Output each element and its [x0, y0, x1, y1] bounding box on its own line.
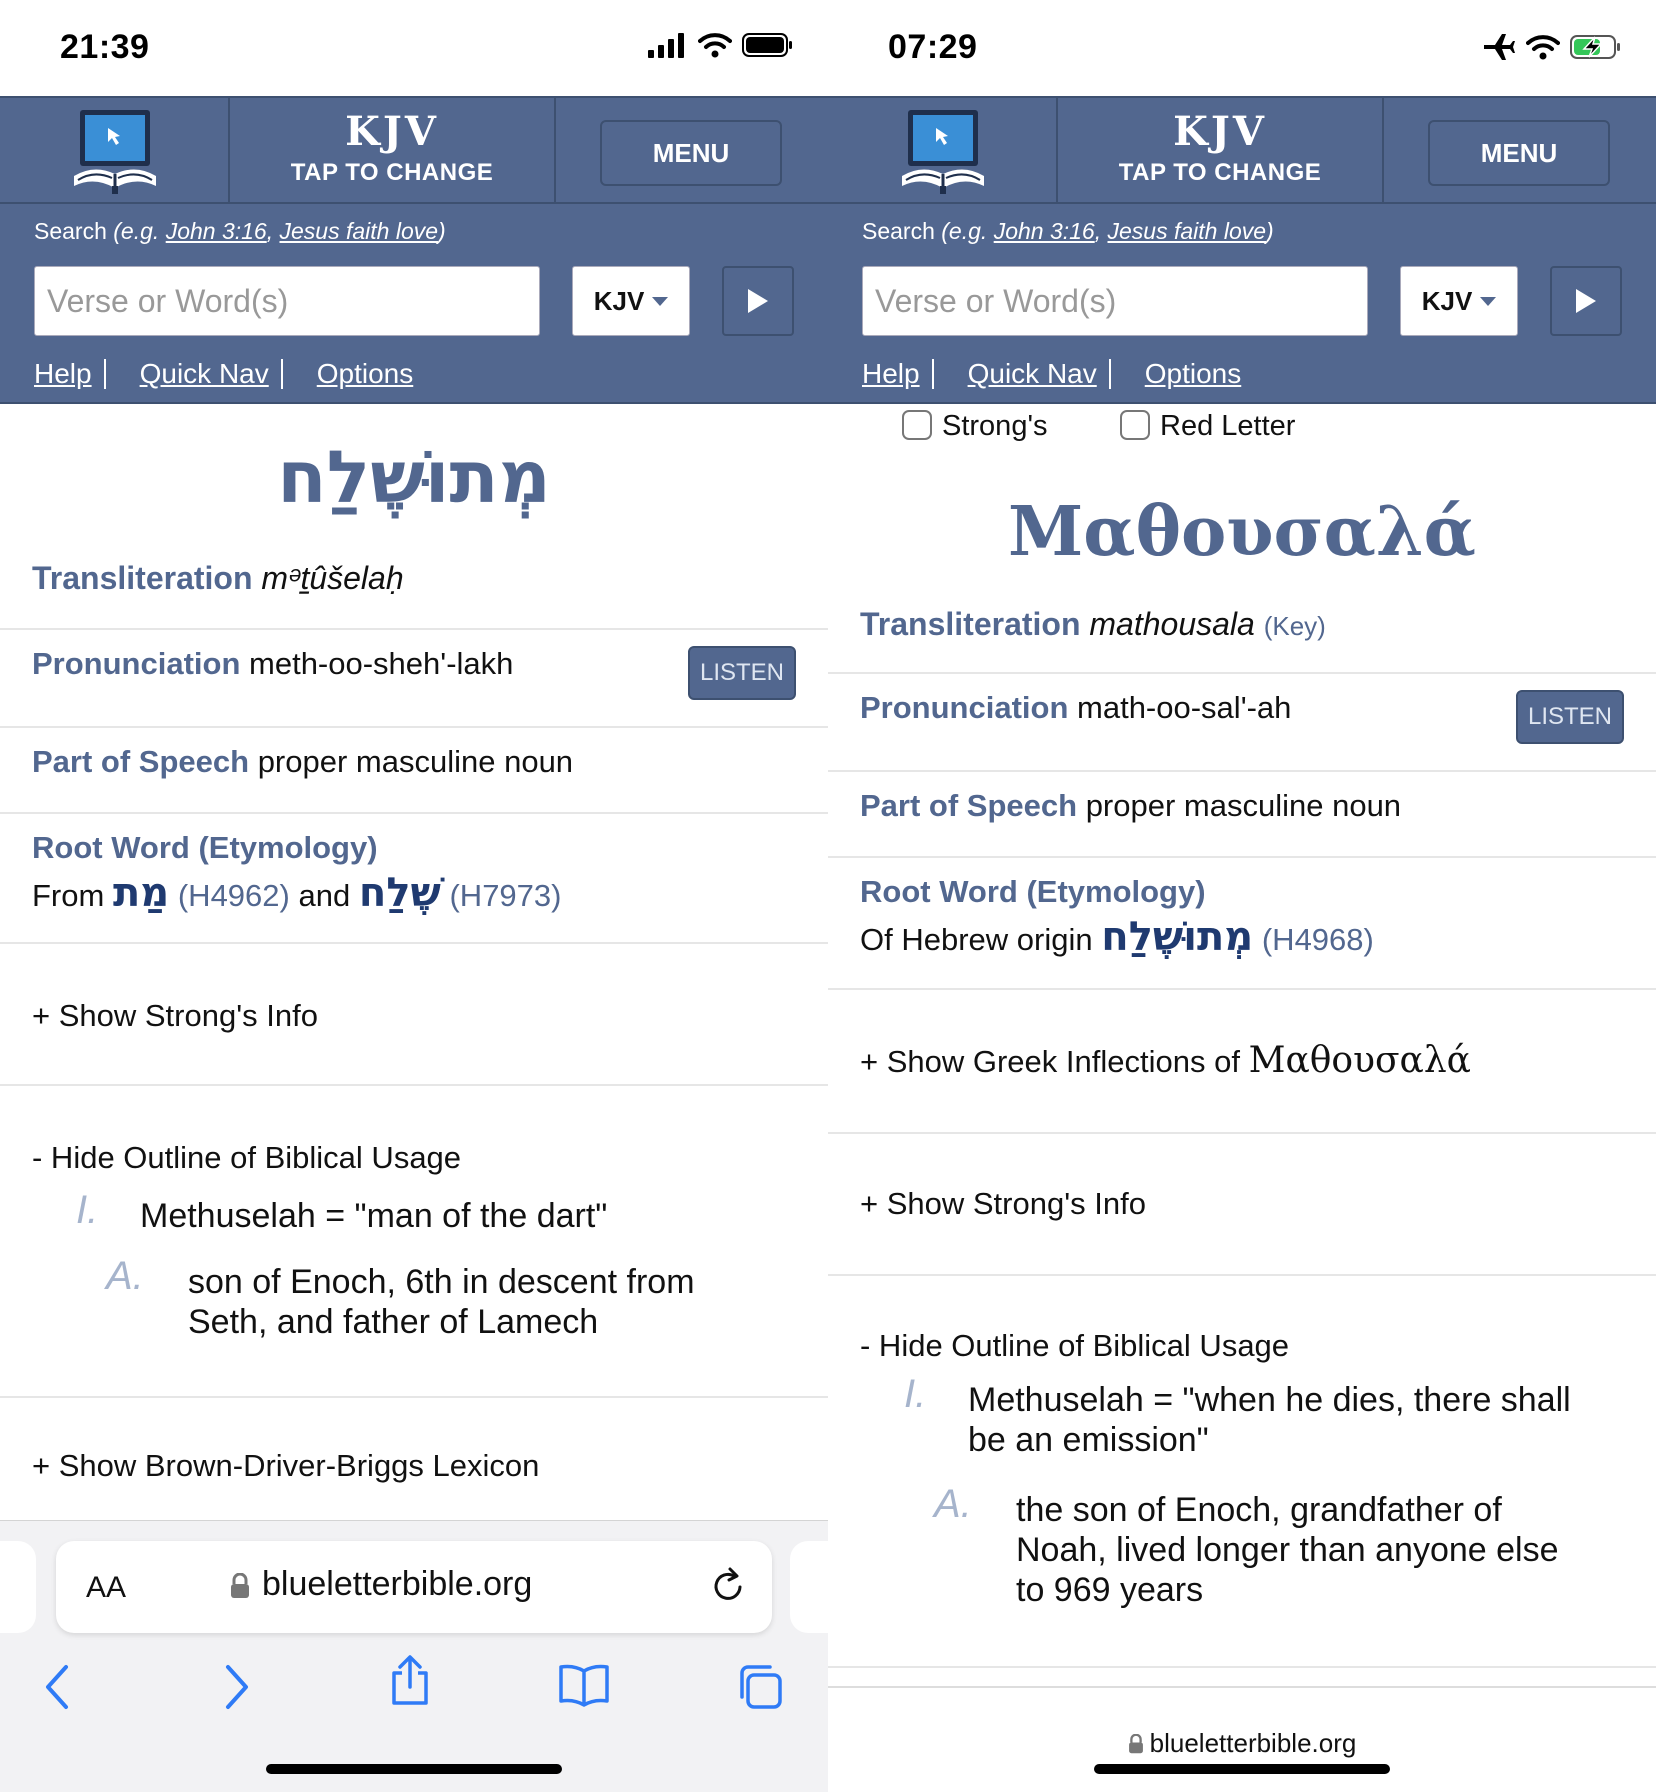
search-panel [0, 204, 828, 404]
search-nav-links [862, 358, 1241, 390]
version-tap-label: TAP TO CHANGE [290, 159, 494, 186]
search-go-button[interactable] [722, 266, 794, 336]
tabs-icon[interactable] [736, 1663, 784, 1711]
play-arrow-icon [1574, 287, 1598, 315]
menu-button[interactable]: MENU [1428, 120, 1610, 186]
transliteration-value: mᵊṯûšelaḥ [261, 560, 404, 596]
quick-nav-link[interactable]: Quick Nav [967, 358, 1097, 389]
version-select[interactable]: KJV [1400, 266, 1518, 336]
safari-bottom-bar [0, 1520, 828, 1792]
home-indicator [1094, 1764, 1390, 1774]
example-link-john[interactable]: John 3:16 [993, 218, 1095, 244]
version-title: KJV [345, 108, 439, 155]
safari-toolbar [0, 1653, 828, 1723]
listen-button[interactable]: LISTEN [688, 646, 796, 700]
outline-item-1a-line3: to 969 years [1016, 1571, 1204, 1609]
lock-icon [1128, 1734, 1144, 1754]
outline-item-1a-line2: Seth, and father of Lamech [188, 1303, 599, 1341]
outline-item-1: Methuselah = "man of the dart" [140, 1197, 608, 1235]
status-time: 07:29 [888, 28, 978, 66]
part-of-speech-row: Part of Speech proper masculine noun [32, 744, 574, 779]
search-nav-links [34, 358, 413, 390]
version-title: KJV [1173, 108, 1267, 155]
help-link[interactable]: Help [862, 358, 920, 389]
show-inflections-toggle[interactable]: + Show Greek Inflections of Μαθουσαλά [860, 1040, 1471, 1081]
menu-button[interactable]: MENU [600, 120, 782, 186]
search-go-button[interactable] [1550, 266, 1622, 336]
search-hint: Search (e.g. John 3:16, Jesus faith love) [34, 218, 446, 244]
search-input[interactable]: Verse or Word(s) [34, 266, 540, 336]
reload-icon[interactable] [710, 1565, 746, 1605]
bookmarks-icon[interactable] [558, 1663, 610, 1707]
chevron-down-icon [652, 297, 668, 306]
site-logo[interactable] [828, 98, 1058, 204]
strongs-checkbox[interactable] [902, 410, 932, 440]
hide-outline-toggle[interactable]: - Hide Outline of Biblical Usage [32, 1140, 462, 1175]
home-indicator [266, 1764, 562, 1774]
url-text: blueletterbible.org [1149, 1728, 1357, 1758]
chevron-down-icon [1480, 297, 1496, 306]
root-word-2[interactable]: שֶׁלַח [358, 870, 441, 916]
site-header [0, 96, 828, 204]
example-link-jesus[interactable]: Jesus faith love [1107, 218, 1267, 244]
outline-numeral-1: I. [904, 1372, 927, 1416]
share-icon[interactable] [388, 1655, 432, 1707]
outline-item-1-line2: be an emission" [968, 1421, 1209, 1459]
version-select[interactable]: KJV [572, 266, 690, 336]
back-arrow-icon[interactable] [42, 1663, 72, 1711]
part-of-speech-row: Part of Speech proper masculine noun [860, 788, 1402, 823]
show-strongs-toggle[interactable]: + Show Strong's Info [860, 1186, 1146, 1221]
safari-compact-address-bar[interactable] [828, 1686, 1656, 1792]
show-bdb-toggle[interactable]: + Show Brown-Driver-Briggs Lexicon [32, 1448, 540, 1483]
bible-computer-logo-icon [900, 108, 986, 194]
outline-numeral-1: I. [76, 1188, 99, 1232]
airplane-mode-icon [1482, 32, 1516, 62]
headword: מְתוּשֶׁלַח [277, 434, 551, 519]
pronunciation-row: Pronunciation meth-oo-sheh'-lakh [32, 646, 514, 681]
outline-item-1a-line1: the son of Enoch, grandfather of [1016, 1491, 1502, 1529]
root-word-label: Root Word (Etymology) [860, 874, 1206, 909]
search-hint: Search (e.g. John 3:16, Jesus faith love) [862, 218, 1274, 244]
outline-item-1a-line2: Noah, lived longer than anyone else [1016, 1531, 1559, 1569]
lock-icon [230, 1573, 250, 1599]
display-options [828, 404, 1656, 454]
listen-button[interactable]: LISTEN [1516, 690, 1624, 744]
strongs-ref-2[interactable]: (H7973) [449, 878, 562, 913]
key-link[interactable]: (Key) [1263, 611, 1326, 641]
forward-arrow-icon[interactable] [222, 1663, 252, 1711]
outline-letter-a: A. [106, 1254, 144, 1298]
transliteration-row: Transliteration mathousala (Key) [860, 606, 1326, 642]
search-input[interactable]: Verse or Word(s) [862, 266, 1368, 336]
reader-settings-button[interactable]: AA [86, 1571, 127, 1604]
url-text: blueletterbible.org [262, 1565, 533, 1603]
red-letter-checkbox[interactable] [1120, 410, 1150, 440]
version-tap-label: TAP TO CHANGE [1118, 159, 1322, 186]
root-word-1[interactable]: מְתוּשֶׁלַח [1101, 914, 1254, 960]
red-letter-checkbox-label[interactable]: Red Letter [1160, 410, 1296, 442]
transliteration-row: Transliteration mᵊṯûšelaḥ [32, 560, 404, 596]
battery-icon [742, 32, 794, 58]
example-link-jesus[interactable]: Jesus faith love [279, 218, 439, 244]
strongs-checkbox-label[interactable]: Strong's [942, 410, 1048, 442]
address-bar[interactable] [56, 1541, 772, 1633]
status-bar [828, 0, 1656, 96]
status-bar [0, 0, 828, 96]
status-time: 21:39 [60, 28, 150, 66]
right-phone-screen [828, 0, 1656, 1792]
options-link[interactable]: Options [316, 358, 414, 389]
bible-computer-logo-icon [72, 108, 158, 194]
outline-letter-a: A. [934, 1482, 972, 1526]
options-link[interactable]: Options [1144, 358, 1242, 389]
outline-item-1a-line1: son of Enoch, 6th in descent from [188, 1263, 695, 1301]
battery-charging-icon [1570, 34, 1622, 60]
root-word-1[interactable]: מַת [112, 870, 170, 916]
play-arrow-icon [746, 287, 770, 315]
wifi-icon [1526, 34, 1560, 60]
version-switcher[interactable] [1058, 98, 1384, 204]
strongs-ref-1[interactable]: (H4968) [1261, 922, 1374, 957]
show-strongs-toggle[interactable]: + Show Strong's Info [32, 998, 318, 1033]
root-word-label: Root Word (Etymology) [32, 830, 378, 865]
example-link-john[interactable]: John 3:16 [165, 218, 267, 244]
wifi-icon [698, 32, 732, 58]
version-switcher[interactable] [230, 98, 556, 204]
hide-outline-toggle[interactable]: - Hide Outline of Biblical Usage [860, 1328, 1290, 1363]
cellular-signal-icon [648, 32, 688, 58]
pronunciation-row: Pronunciation math-oo-sal'-ah [860, 690, 1292, 725]
site-logo[interactable] [0, 98, 230, 204]
headword: Μαθουσαλά [1008, 492, 1476, 572]
transliteration-value: mathousala [1089, 606, 1255, 642]
help-link[interactable]: Help [34, 358, 92, 389]
root-word-row: Of Hebrew origin מְתוּשֶׁלַח (H4968) [860, 914, 1374, 960]
strongs-ref-1[interactable]: (H4962) [177, 878, 290, 913]
search-panel [828, 204, 1656, 404]
root-word-row: From מַת (H4962) and שֶׁלַח (H7973) [32, 870, 562, 916]
quick-nav-link[interactable]: Quick Nav [139, 358, 269, 389]
site-header [828, 96, 1656, 204]
outline-item-1-line1: Methuselah = "when he dies, there shall [968, 1381, 1571, 1419]
